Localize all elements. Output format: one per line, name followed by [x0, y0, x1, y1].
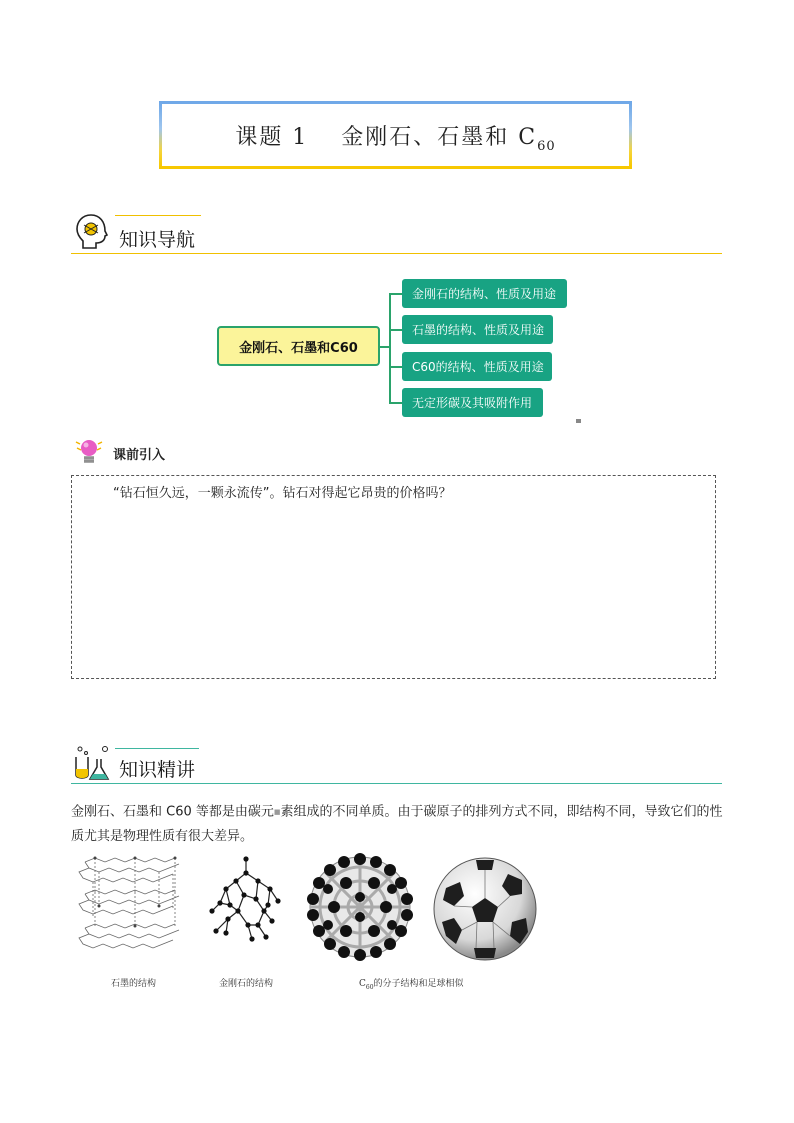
lab-flask-icon [70, 745, 112, 783]
body-paragraph: 金刚石、石墨和 C60 等都是由碳元■素组成的不同单质。由于碳原子的排列方式不同，即结构不同，导致它们的性质尤其是物理性质有很大差异。 [71, 804, 723, 844]
diamond-structure-figure [208, 855, 283, 943]
small-mark [576, 419, 581, 423]
section-title-nav: 知识导航 [119, 229, 196, 251]
page-title: 课题 1 金刚石、石墨和 $C_{60}$ [235, 124, 556, 154]
section-divider [71, 253, 722, 254]
section-divider-2 [71, 783, 722, 784]
mindmap-node-c60: C60的结构、性质及用途 [402, 352, 552, 381]
c60-molecule-figure [306, 853, 414, 961]
section-title-lecture: 知识精讲 [119, 759, 196, 781]
intro-heading: 课前引入 [113, 448, 166, 463]
mindmap-node-diamond: 金刚石的结构、性质及用途 [402, 279, 567, 308]
mindmap-root-node: 金刚石、石墨和C60 [217, 326, 380, 366]
mindmap-node-amorphous: 无定形碳及其吸附作用 [402, 388, 543, 417]
intro-quote: “钻石恒久远，一颗永流传”。钻石对得起它昂贵的价格吗？ [113, 486, 452, 501]
head-bulb-icon [74, 212, 108, 252]
title-box [159, 101, 632, 169]
lightbulb-icon [75, 437, 103, 467]
caption-c60: $C_{60}$的分子结构和足球相似 [359, 979, 464, 991]
caption-diamond: 金刚石的结构 [219, 979, 274, 989]
mindmap-node-graphite: 石墨的结构、性质及用途 [402, 315, 553, 344]
intro-box [71, 475, 716, 679]
graphite-structure-figure [75, 852, 193, 964]
caption-graphite: 石墨的结构 [111, 979, 157, 989]
soccer-ball-figure [432, 856, 538, 962]
